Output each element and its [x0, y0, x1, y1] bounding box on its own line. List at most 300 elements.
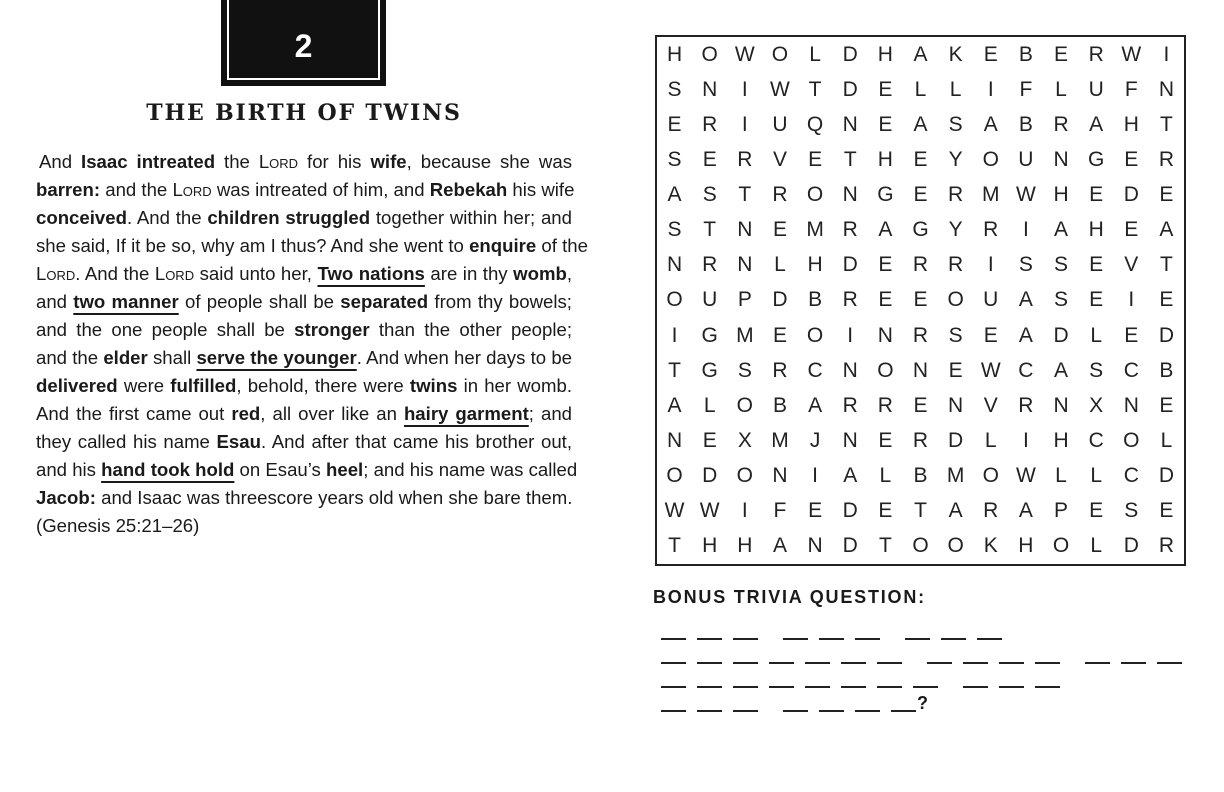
grid-letter[interactable]: B	[913, 464, 928, 488]
grid-letter[interactable]: H	[737, 534, 753, 558]
answer-letter-blank[interactable]	[905, 622, 930, 640]
grid-letter[interactable]: M	[736, 323, 754, 347]
grid-letter[interactable]: E	[878, 253, 893, 277]
grid-letter[interactable]: L	[809, 42, 821, 66]
grid-letter[interactable]: E	[667, 112, 682, 136]
grid-letter[interactable]: N	[842, 112, 858, 136]
grid-letter[interactable]: P	[737, 288, 752, 312]
grid-letter[interactable]: N	[912, 358, 929, 382]
grid-letter[interactable]: D	[948, 429, 964, 453]
answer-letter-blank[interactable]	[841, 670, 866, 688]
grid-letter[interactable]: O	[701, 42, 718, 66]
grid-letter[interactable]: L	[774, 253, 786, 277]
grid-letter[interactable]: N	[807, 534, 823, 558]
answer-letter-blank[interactable]	[819, 622, 844, 640]
answer-letter-blank[interactable]	[963, 646, 988, 664]
blank-row	[661, 640, 1191, 664]
answer-letter-blank[interactable]	[769, 646, 794, 664]
answer-letter-blank[interactable]	[1035, 646, 1060, 664]
grid-letter[interactable]: S	[948, 323, 963, 347]
grid-letter[interactable]: D	[702, 464, 718, 488]
passage-line	[36, 344, 572, 372]
grid-letter[interactable]: E	[1089, 183, 1104, 207]
grid-letter[interactable]: R	[912, 253, 929, 277]
grid-letter[interactable]: N	[842, 183, 858, 207]
grid-letter[interactable]: T	[738, 183, 752, 207]
grid-letter[interactable]: A	[808, 393, 823, 417]
grid-letter[interactable]: K	[983, 534, 998, 558]
grid-letter[interactable]: R	[1053, 112, 1069, 136]
passage-text: on Esau’s	[234, 459, 327, 480]
grid-letter[interactable]: C	[1123, 358, 1139, 382]
answer-letter-blank[interactable]	[841, 646, 866, 664]
grid-letter[interactable]: Q	[806, 112, 824, 136]
grid-letter[interactable]: E	[772, 323, 787, 347]
grid-letter[interactable]: U	[983, 288, 999, 312]
grid-letter[interactable]: W	[1015, 464, 1036, 488]
grid-letter[interactable]: S	[667, 147, 682, 171]
grid-letter[interactable]: N	[737, 218, 753, 242]
grid-letter[interactable]: U	[1088, 77, 1104, 101]
grid-letter[interactable]: N	[1123, 393, 1139, 417]
passage-text: . And the	[126, 207, 208, 228]
grid-letter[interactable]: K	[948, 42, 963, 66]
grid-letter[interactable]: L	[914, 77, 927, 101]
grid-letter[interactable]: I	[741, 499, 748, 523]
keyword-bold: Isaac intreated	[81, 151, 216, 172]
grid-letter[interactable]: A	[913, 112, 928, 136]
grid-letter[interactable]: G	[877, 183, 894, 207]
grid-letter[interactable]: L	[1090, 534, 1102, 558]
grid-letter[interactable]: I	[671, 323, 678, 347]
grid-letter[interactable]: A	[667, 393, 682, 417]
grid-letter[interactable]: H	[1053, 429, 1069, 453]
grid-letter[interactable]: W	[770, 77, 790, 101]
grid-letter[interactable]: I	[987, 253, 994, 277]
answer-letter-blank[interactable]	[769, 670, 794, 688]
grid-letter[interactable]: Y	[948, 218, 963, 242]
grid-letter[interactable]: I	[847, 323, 854, 347]
grid-letter[interactable]: E	[1159, 393, 1174, 417]
answer-letter-blank[interactable]	[819, 694, 844, 712]
grid-letter[interactable]: F	[773, 499, 787, 523]
keyword-bold: delivered	[36, 375, 118, 396]
grid-letter[interactable]: O	[771, 42, 789, 66]
grid-letter[interactable]: S	[1054, 253, 1069, 277]
grid-letter[interactable]: E	[1159, 288, 1174, 312]
grid-letter[interactable]: W	[734, 42, 755, 66]
grid-letter[interactable]: A	[1089, 112, 1104, 136]
grid-letter[interactable]: N	[772, 464, 788, 488]
grid-letter[interactable]: I	[1022, 218, 1029, 242]
answer-letter-blank[interactable]	[977, 622, 1002, 640]
grid-letter[interactable]: L	[1160, 429, 1173, 453]
grid-letter[interactable]: R	[948, 253, 964, 277]
grid-letter[interactable]: W	[1015, 183, 1036, 207]
answer-letter-blank[interactable]	[661, 670, 686, 688]
grid-letter[interactable]: R	[912, 323, 929, 347]
grid-letter[interactable]: E	[983, 323, 998, 347]
grid-letter[interactable]: O	[1052, 534, 1070, 558]
grid-letter[interactable]: I	[741, 77, 748, 101]
grid-letter[interactable]: A	[1018, 499, 1033, 523]
grid-letter[interactable]: B	[1018, 42, 1033, 66]
grid-letter[interactable]: M	[946, 464, 965, 488]
grid-letter[interactable]: N	[1158, 77, 1175, 101]
grid-letter[interactable]: R	[1018, 393, 1034, 417]
grid-letter[interactable]: H	[877, 147, 893, 171]
grid-letter[interactable]: T	[668, 358, 681, 382]
grid-letter[interactable]: N	[1053, 393, 1069, 417]
grid-letter[interactable]: E	[702, 429, 717, 453]
grid-letter[interactable]: I	[987, 77, 994, 101]
grid-letter[interactable]: I	[1128, 288, 1135, 312]
passage-text: ; and his name was called	[363, 459, 578, 480]
grid-letter[interactable]: F	[1019, 77, 1033, 101]
answer-letter-blank[interactable]	[1035, 670, 1060, 688]
grid-letter[interactable]: X	[1089, 393, 1104, 417]
grid-letter[interactable]: T	[703, 218, 717, 242]
answer-letter-blank[interactable]	[661, 646, 686, 664]
grid-letter[interactable]: O	[947, 288, 964, 312]
grid-letter[interactable]: I	[1163, 42, 1170, 66]
grid-letter[interactable]: L	[1055, 464, 1067, 488]
grid-letter[interactable]: B	[1159, 358, 1174, 382]
grid-letter[interactable]: G	[912, 218, 929, 242]
grid-letter[interactable]: L	[879, 464, 892, 488]
grid-letter[interactable]: S	[737, 358, 752, 382]
grid-letter[interactable]: V	[1124, 253, 1139, 277]
grid-letter[interactable]: G	[701, 323, 718, 347]
grid-letter[interactable]: M	[771, 429, 789, 453]
grid-letter[interactable]: E	[878, 77, 893, 101]
passage-line	[36, 484, 572, 512]
grid-letter[interactable]: E	[983, 42, 998, 66]
passage-text: the	[215, 151, 259, 172]
answer-letter-blank[interactable]	[733, 622, 758, 640]
passage-text: were	[117, 375, 171, 396]
grid-letter[interactable]: A	[1054, 358, 1069, 382]
grid-letter[interactable]: R	[1158, 147, 1175, 171]
grid-letter[interactable]: F	[1124, 77, 1138, 101]
grid-letter[interactable]: O	[806, 183, 824, 207]
grid-letter[interactable]: A	[1018, 323, 1033, 347]
grid-letter[interactable]: L	[1090, 323, 1102, 347]
grid-letter[interactable]: W	[980, 358, 1001, 382]
grid-letter[interactable]: R	[1158, 534, 1175, 558]
passage-text: And	[39, 151, 82, 172]
grid-letter[interactable]: E	[913, 393, 928, 417]
grid-letter[interactable]: G	[1087, 147, 1105, 171]
grid-letter[interactable]: O	[666, 288, 683, 312]
grid-letter[interactable]: D	[842, 77, 858, 101]
grid-letter[interactable]: E	[878, 288, 893, 312]
grid-letter[interactable]: V	[983, 393, 998, 417]
answer-letter-blank[interactable]	[805, 646, 830, 664]
grid-letter[interactable]: N	[1053, 147, 1069, 171]
keyword-underlined: Two nations	[317, 263, 425, 284]
grid-letter[interactable]: N	[877, 323, 893, 347]
grid-letter[interactable]: W	[664, 499, 685, 523]
answer-letter-blank[interactable]	[913, 670, 938, 688]
grid-letter[interactable]: Y	[948, 147, 963, 171]
answer-letter-blank[interactable]	[697, 622, 722, 640]
grid-letter[interactable]: H	[877, 42, 893, 66]
grid-letter[interactable]: E	[1124, 218, 1139, 242]
grid-letter[interactable]: E	[1159, 183, 1174, 207]
grid-letter[interactable]: E	[772, 218, 787, 242]
chapter-number-box	[221, 0, 386, 86]
grid-letter[interactable]: I	[812, 464, 819, 488]
grid-letter[interactable]: R	[842, 288, 858, 312]
grid-letter[interactable]: T	[843, 147, 857, 171]
grid-letter[interactable]: S	[667, 218, 682, 242]
grid-letter[interactable]: E	[1159, 499, 1174, 523]
grid-letter[interactable]: O	[736, 393, 753, 417]
keyword-bold: children struggled	[207, 207, 371, 228]
grid-letter[interactable]: R	[1088, 42, 1104, 66]
grid-letter[interactable]: D	[842, 499, 858, 523]
grid-letter[interactable]: A	[983, 112, 998, 136]
grid-letter[interactable]: N	[842, 429, 858, 453]
grid-letter[interactable]: R	[948, 183, 964, 207]
grid-letter[interactable]: E	[1089, 499, 1104, 523]
grid-letter[interactable]: H	[807, 253, 823, 277]
grid-letter[interactable]: S	[1089, 358, 1104, 382]
grid-letter[interactable]: M	[982, 183, 1000, 207]
grid-letter[interactable]: R	[877, 393, 893, 417]
grid-letter[interactable]: W	[699, 499, 720, 523]
answer-letter-blank[interactable]	[697, 670, 722, 688]
grid-letter[interactable]: R	[912, 429, 929, 453]
grid-letter[interactable]: H	[702, 534, 718, 558]
grid-letter[interactable]: U	[702, 288, 718, 312]
answer-letter-blank[interactable]	[855, 694, 880, 712]
grid-letter[interactable]: O	[666, 464, 683, 488]
grid-letter[interactable]: T	[878, 534, 892, 558]
grid-letter[interactable]: C	[1088, 429, 1104, 453]
grid-letter[interactable]: T	[668, 534, 681, 558]
grid-letter[interactable]: X	[737, 429, 752, 453]
grid-letter[interactable]: O	[982, 464, 999, 488]
grid-letter[interactable]: A	[1054, 218, 1069, 242]
grid-letter[interactable]: H	[1053, 183, 1069, 207]
grid-letter[interactable]: R	[702, 112, 718, 136]
answer-letter-blank[interactable]	[805, 670, 830, 688]
answer-letter-blank[interactable]	[999, 646, 1024, 664]
grid-letter[interactable]: D	[1123, 534, 1139, 558]
answer-letter-blank[interactable]	[733, 646, 758, 664]
passage-text: , behold, there were	[236, 375, 410, 396]
grid-letter[interactable]: N	[948, 393, 964, 417]
grid-letter[interactable]: N	[737, 253, 753, 277]
grid-letter[interactable]: R	[983, 218, 999, 242]
grid-letter[interactable]: E	[1124, 323, 1139, 347]
passage-text: was intreated of him, and	[211, 179, 430, 200]
grid-letter[interactable]: C	[1123, 464, 1139, 488]
keyword-bold: Jacob:	[36, 487, 96, 508]
passage-text: are in thy	[424, 263, 514, 284]
grid-letter[interactable]: I	[741, 112, 748, 136]
grid-letter[interactable]: P	[1054, 499, 1069, 523]
grid-letter[interactable]: B	[1018, 112, 1033, 136]
answer-word-blanks	[661, 622, 769, 640]
grid-letter[interactable]: H	[1123, 112, 1139, 136]
answer-letter-blank[interactable]	[733, 694, 758, 712]
passage-line	[36, 372, 572, 400]
answer-letter-blank[interactable]	[661, 694, 686, 712]
grid-letter[interactable]: E	[878, 112, 893, 136]
grid-letter[interactable]: D	[772, 288, 788, 312]
grid-letter[interactable]: E	[913, 288, 928, 312]
grid-letter[interactable]: A	[878, 218, 893, 242]
grid-letter[interactable]: L	[949, 77, 962, 101]
grid-letter[interactable]: R	[772, 183, 788, 207]
answer-letter-blank[interactable]	[1085, 646, 1110, 664]
answer-letter-blank[interactable]	[1121, 646, 1146, 664]
grid-letter[interactable]: E	[808, 147, 823, 171]
grid-letter[interactable]: A	[948, 499, 963, 523]
grid-letter[interactable]: E	[1054, 42, 1069, 66]
passage-text: and Isaac was threescore years old when she bare them.	[95, 487, 573, 508]
answer-letter-blank[interactable]	[877, 670, 902, 688]
grid-letter[interactable]: E	[878, 429, 893, 453]
grid-letter[interactable]: E	[1089, 253, 1104, 277]
grid-letter[interactable]: N	[842, 358, 858, 382]
passage-text: they called his name	[36, 431, 217, 452]
grid-letter[interactable]: R	[737, 147, 753, 171]
grid-letter[interactable]: D	[1123, 183, 1139, 207]
answer-letter-blank[interactable]	[697, 694, 722, 712]
grid-letter[interactable]: I	[1022, 429, 1029, 453]
grid-letter[interactable]: N	[666, 429, 683, 453]
answer-letter-blank[interactable]	[661, 622, 686, 640]
grid-letter[interactable]: O	[877, 358, 894, 382]
grid-letter[interactable]: D	[842, 253, 858, 277]
grid-letter[interactable]: R	[772, 358, 788, 382]
answer-letter-blank[interactable]	[1157, 646, 1182, 664]
keyword-underlined: serve the younger	[196, 347, 357, 368]
grid-letter[interactable]: V	[772, 147, 787, 171]
passage-text: and the	[100, 179, 173, 200]
grid-letter[interactable]: E	[1124, 147, 1139, 171]
grid-letter[interactable]: H	[1088, 218, 1104, 242]
passage-line	[36, 204, 572, 232]
grid-letter[interactable]: R	[702, 253, 718, 277]
answer-letter-blank[interactable]	[697, 646, 722, 664]
passage-text: in her womb.	[457, 375, 573, 396]
grid-letter[interactable]: O	[947, 534, 964, 558]
grid-letter[interactable]: E	[808, 499, 823, 523]
grid-letter[interactable]: N	[702, 77, 718, 101]
grid-letter[interactable]: O	[912, 534, 929, 558]
grid-letter[interactable]: E	[913, 183, 928, 207]
grid-letter[interactable]: D	[842, 534, 858, 558]
grid-letter[interactable]: S	[1124, 499, 1139, 523]
grid-letter[interactable]: E	[878, 499, 893, 523]
grid-letter[interactable]: T	[808, 77, 822, 101]
grid-letter[interactable]: S	[1018, 253, 1033, 277]
grid-letter[interactable]: E	[1089, 288, 1104, 312]
grid-letter[interactable]: A	[843, 464, 858, 488]
answer-letter-blank[interactable]	[891, 694, 916, 712]
answer-letter-blank[interactable]	[783, 694, 808, 712]
grid-letter[interactable]: W	[1121, 42, 1142, 66]
answer-letter-blank[interactable]	[999, 670, 1024, 688]
grid-letter[interactable]: H	[666, 42, 683, 66]
passage-line	[36, 512, 572, 540]
grid-letter[interactable]: B	[808, 288, 823, 312]
answer-letter-blank[interactable]	[783, 622, 808, 640]
passage-text: ,	[566, 263, 573, 284]
grid-letter[interactable]: L	[1090, 464, 1102, 488]
grid-letter[interactable]: B	[772, 393, 787, 417]
answer-letter-blank[interactable]	[963, 670, 988, 688]
grid-letter[interactable]: E	[702, 147, 717, 171]
grid-letter[interactable]: D	[1158, 464, 1175, 488]
grid-letter[interactable]: R	[983, 499, 999, 523]
passage-text: . And the	[75, 263, 155, 284]
grid-letter[interactable]: H	[1018, 534, 1034, 558]
grid-letter[interactable]: G	[701, 358, 718, 382]
passage-text: , because she was	[406, 151, 572, 172]
grid-letter[interactable]: D	[842, 42, 858, 66]
grid-letter[interactable]: U	[1018, 147, 1034, 171]
answer-letter-blank[interactable]	[733, 670, 758, 688]
grid-letter[interactable]: O	[1123, 429, 1140, 453]
grid-letter[interactable]: E	[913, 147, 928, 171]
grid-letter[interactable]: M	[806, 218, 824, 242]
grid-letter[interactable]: L	[984, 429, 997, 453]
grid-letter[interactable]: T	[914, 499, 927, 523]
grid-letter[interactable]: S	[702, 183, 717, 207]
grid-letter[interactable]: T	[1160, 253, 1173, 277]
grid-letter[interactable]: D	[1158, 323, 1175, 347]
answer-letter-blank[interactable]	[855, 622, 880, 640]
grid-letter[interactable]: U	[772, 112, 788, 136]
word-search-grid[interactable]	[655, 35, 1186, 566]
grid-letter[interactable]: A	[913, 42, 928, 66]
grid-letter[interactable]: S	[948, 112, 963, 136]
grid-letter[interactable]: C	[1018, 358, 1034, 382]
grid-letter[interactable]: S	[667, 77, 682, 101]
grid-letter[interactable]: L	[1055, 77, 1067, 101]
grid-letter[interactable]: J	[809, 429, 821, 453]
grid-letter[interactable]: R	[842, 393, 858, 417]
grid-letter[interactable]: R	[842, 218, 858, 242]
grid-letter[interactable]: O	[982, 147, 999, 171]
grid-letter[interactable]: A	[772, 534, 787, 558]
grid-letter[interactable]: A	[1018, 288, 1033, 312]
grid-letter[interactable]: A	[667, 183, 682, 207]
answer-letter-blank[interactable]	[927, 646, 952, 664]
passage-text: and his	[36, 459, 102, 480]
grid-letter[interactable]: C	[807, 358, 823, 382]
grid-letter[interactable]: L	[703, 393, 716, 417]
answer-letter-blank[interactable]	[877, 646, 902, 664]
grid-letter[interactable]: E	[948, 358, 963, 382]
grid-letter[interactable]: A	[1159, 218, 1174, 242]
grid-letter[interactable]: O	[806, 323, 824, 347]
grid-letter[interactable]: S	[1054, 288, 1069, 312]
grid-letter[interactable]: O	[736, 464, 753, 488]
answer-letter-blank[interactable]	[941, 622, 966, 640]
lord-smallcaps: Lord	[154, 263, 195, 284]
puzzle-title: THE BIRTH OF TWINS	[146, 100, 462, 126]
grid-letter[interactable]: N	[666, 253, 683, 277]
grid-letter[interactable]: D	[1053, 323, 1069, 347]
grid-letter[interactable]: T	[1160, 112, 1173, 136]
